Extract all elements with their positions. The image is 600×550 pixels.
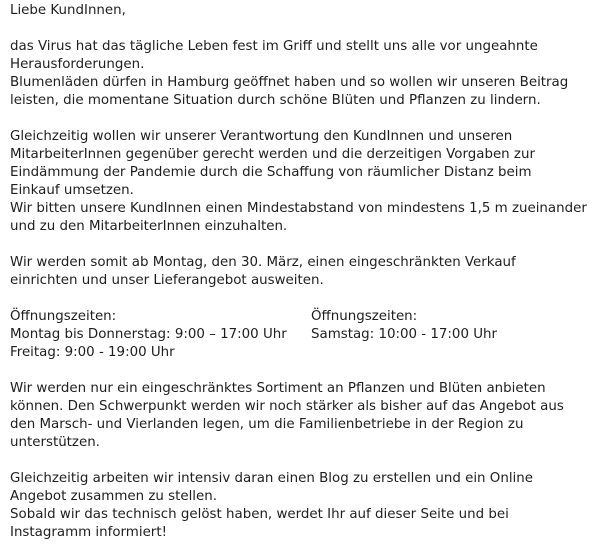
text-line: das Virus hat das tägliche Leben fest im Griff und stellt uns alle vor ungeahnte — [10, 39, 538, 54]
text-line: Sobald wir das technisch gelöst haben, werdet Ihr auf dieser Seite und bei — [10, 507, 509, 522]
opening-hours-saturday — [311, 308, 497, 344]
text-line: Wir werden nur ein eingeschränktes Sortiment an Pflanzen und Blüten anbieten — [10, 381, 546, 396]
opening-hours — [10, 308, 594, 362]
text-line: Eindämmung der Pandemie durch die Schaffung von räumlicher Distanz beim — [10, 165, 532, 180]
spacer — [10, 110, 594, 128]
spacer — [10, 290, 594, 308]
spacer — [10, 20, 594, 38]
notice-document — [10, 2, 594, 542]
text-line: Gleichzeitig wollen wir unserer Verantwortung den KundInnen und unseren — [10, 129, 513, 144]
text-line: und zu den MitarbeiterInnen einzuhalten. — [10, 219, 288, 234]
text-line: Instagramm informiert! — [10, 525, 167, 540]
opening-hours-heading: Öffnungszeiten: — [311, 309, 418, 324]
text-line: einrichten und unser Lieferangebot ausweiten. — [10, 273, 324, 288]
text-line: MitarbeiterInnen gegenüber gerecht werden und die derzeitigen Vorgaben zur — [10, 147, 535, 162]
opening-hours-heading: Öffnungszeiten: — [10, 309, 117, 324]
text-line: Wir bitten unsere KundInnen einen Mindestabstand von mindestens 1,5 m zueinander — [10, 201, 587, 216]
paragraph-online-plans — [10, 470, 594, 542]
opening-hours-weekdays — [10, 308, 287, 362]
spacer — [10, 236, 594, 254]
paragraph-restricted-sales — [10, 254, 594, 290]
opening-hours-line: Montag bis Donnerstag: 9:00 – 17:00 Uhr — [10, 327, 287, 342]
paragraph-assortment — [10, 380, 594, 452]
text-line: leisten, die momentane Situation durch schöne Blüten und Pflanzen zu lindern. — [10, 93, 541, 108]
text-line: können. Den Schwerpunkt werden wir noch stärker als bisher auf das Angebot aus — [10, 399, 564, 414]
text-line: Blumenläden dürfen in Hamburg geöffnet haben und so wollen wir unseren Beitrag — [10, 75, 569, 90]
text-line: Herausforderungen. — [10, 57, 145, 72]
text-line: Gleichzeitig arbeiten wir intensiv daran einen Blog zu erstellen und ein Online — [10, 471, 533, 486]
paragraph-responsibility — [10, 128, 594, 236]
text-line: unterstützen. — [10, 435, 100, 450]
opening-hours-line: Freitag: 9:00 - 19:00 Uhr — [10, 345, 175, 360]
text-line: Angebot zusammen zu stellen. — [10, 489, 218, 504]
text-line: den Marsch- und Vierlanden legen, um die Familienbetriebe in der Region zu — [10, 417, 524, 432]
spacer — [10, 452, 594, 470]
paragraph-intro — [10, 38, 594, 110]
opening-hours-line: Samstag: 10:00 - 17:00 Uhr — [311, 327, 498, 342]
text-line: Wir werden somit ab Montag, den 30. März, einen eingeschränkten Verkauf — [10, 255, 516, 270]
spacer — [10, 362, 594, 380]
text-line: Einkauf umsetzen. — [10, 183, 134, 198]
greeting: Liebe KundInnen, — [10, 3, 126, 18]
